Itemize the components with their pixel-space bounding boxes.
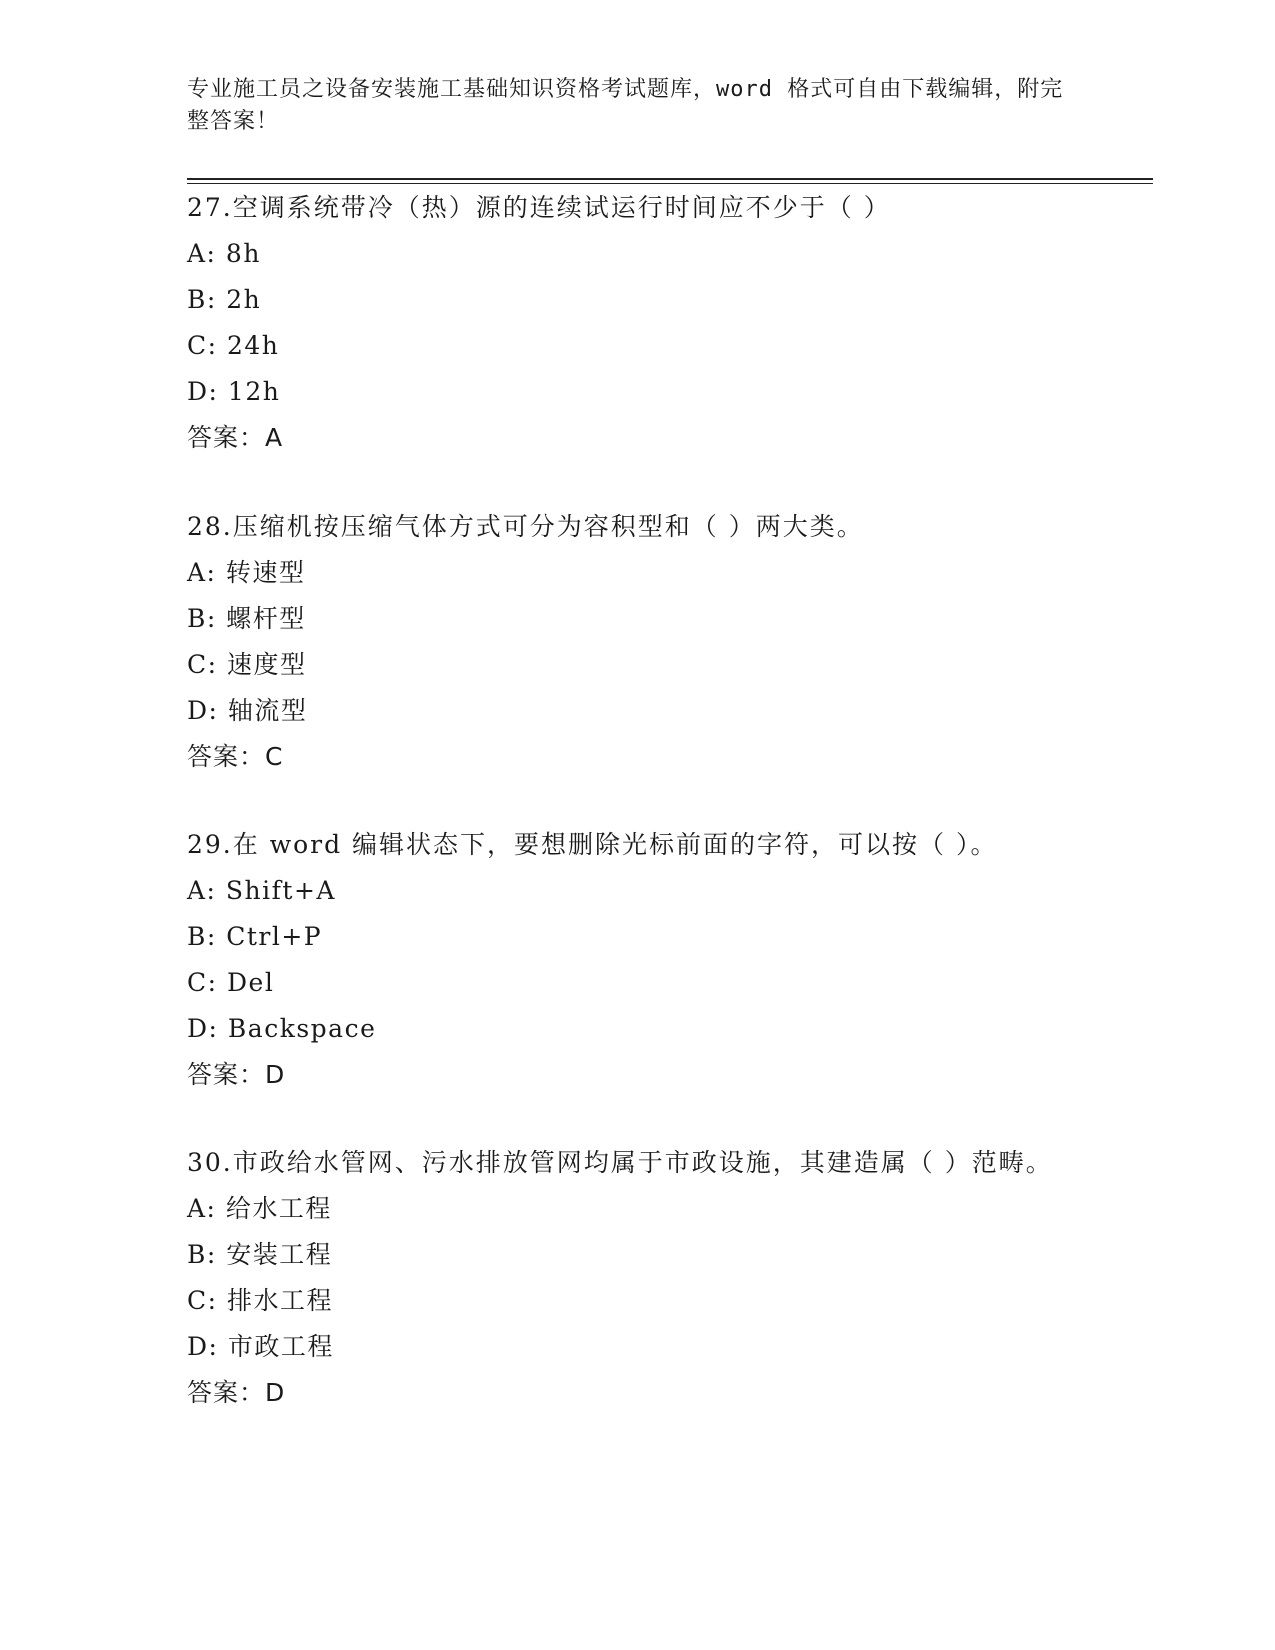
option-b: B: Ctrl+P <box>187 922 323 951</box>
question-30 <box>187 1140 1067 1416</box>
option-a: A: Shift+A <box>187 876 336 905</box>
answer: 答案：C <box>187 742 284 771</box>
question-stem: 28.压缩机按压缩气体方式可分为容积型和（ ）两大类。 <box>187 512 864 541</box>
question-stem: 29.在 word 编辑状态下，要想删除光标前面的字符，可以按（ ）。 <box>187 830 998 859</box>
answer: 答案：A <box>187 423 284 452</box>
option-d: D: 12h <box>187 377 281 406</box>
header-divider <box>187 178 1153 184</box>
option-b: B: 安装工程 <box>187 1240 333 1269</box>
answer: 答案：D <box>187 1060 286 1089</box>
option-b: B: 螺杆型 <box>187 604 306 633</box>
option-b: B: 2h <box>187 285 262 314</box>
question-stem: 30.市政给水管网、污水排放管网均属于市政设施，其建造属（ ）范畴。 <box>187 1148 1053 1177</box>
option-a: A: 给水工程 <box>187 1194 332 1223</box>
document-header: 专业施工员之设备安装施工基础知识资格考试题库，word 格式可自由下载编辑，附完整答案！ <box>187 77 1064 134</box>
option-d: D: 市政工程 <box>187 1332 334 1361</box>
question-29 <box>187 822 1067 1098</box>
option-a: A: 转速型 <box>187 558 306 587</box>
option-d: D: Backspace <box>187 1014 377 1043</box>
answer: 答案：D <box>187 1378 286 1407</box>
option-c: C: 24h <box>187 331 280 360</box>
option-d: D: 轴流型 <box>187 696 308 725</box>
option-c: C: 速度型 <box>187 650 307 679</box>
option-c: C: 排水工程 <box>187 1286 333 1315</box>
question-27 <box>187 185 1067 461</box>
question-stem: 27.空调系统带冷（热）源的连续试运行时间应不少于（ ） <box>187 193 891 222</box>
question-28 <box>187 504 1067 780</box>
option-c: C: Del <box>187 968 275 997</box>
option-a: A: 8h <box>187 239 261 268</box>
